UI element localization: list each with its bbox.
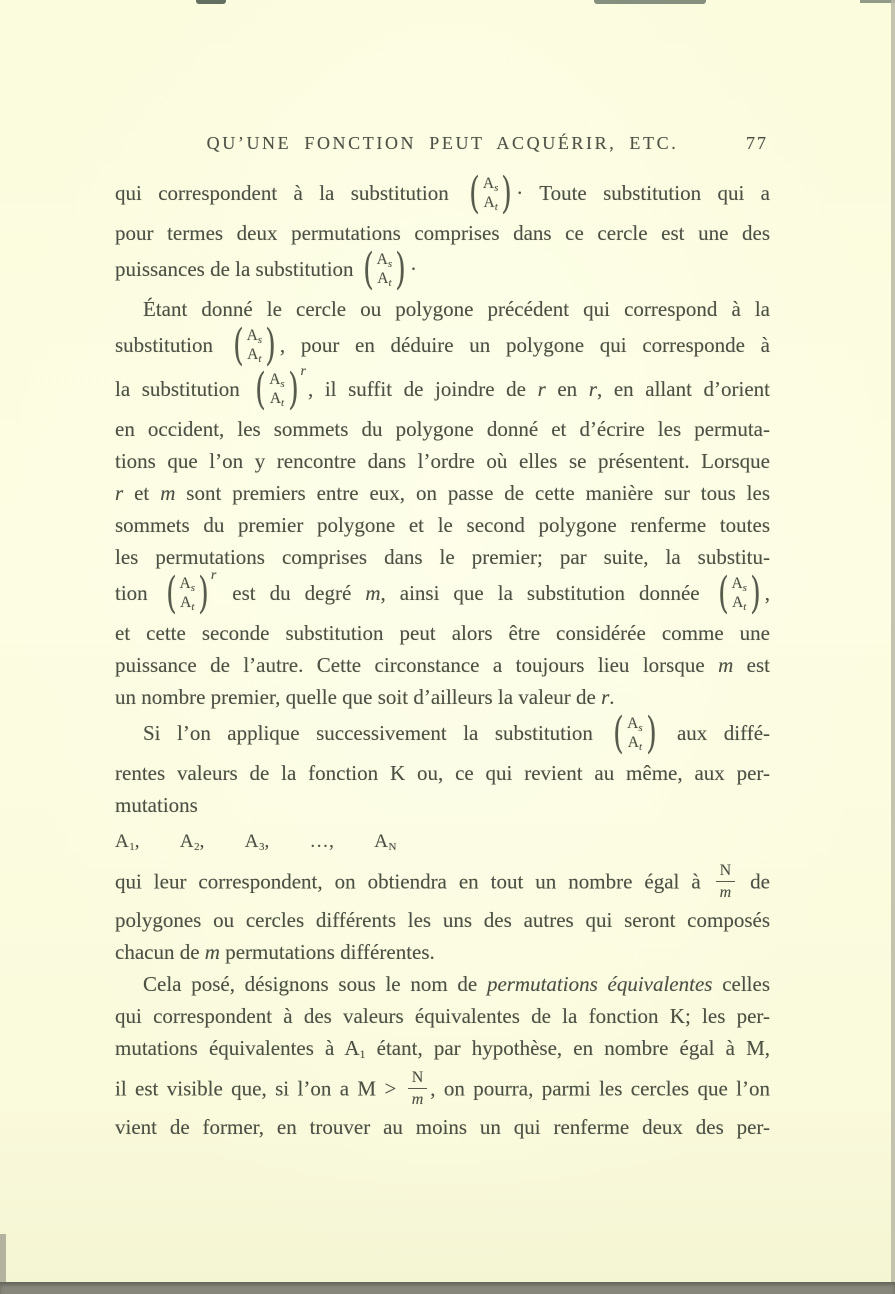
substitution-notation [716, 568, 763, 618]
math-variable: r [115, 481, 124, 505]
substitution-notation [231, 320, 278, 370]
text-line: rentes valeurs de la fonction K ou, ce qui revient au même, aux per- [115, 761, 770, 785]
exponent: r [300, 364, 306, 379]
fraction-numerator: N [716, 861, 736, 882]
left-paren: ( [255, 364, 267, 414]
substitution-stack: $A_s$ $A_t$ [731, 575, 747, 613]
text-line: polygones ou cercles différents les uns des autres qui seront composés [115, 908, 770, 932]
fraction [716, 861, 736, 902]
equation-item: $A_N$ [374, 831, 397, 853]
left-paren: ( [613, 708, 625, 758]
left-paren: ( [362, 244, 374, 294]
equation-item: $A_1$, [115, 831, 140, 853]
text-line: les permutations comprises dans le premier; par suite, la substitu- [115, 545, 770, 569]
scan-edge-bottom [0, 1282, 895, 1294]
text-line: mutations [115, 793, 198, 817]
text-line: un nombre premier, quelle que soit d’ailleurs la valeur de r. [115, 685, 615, 709]
substitution-stack: $A_s$ $A_t$ [627, 715, 643, 753]
text-line: r et m sont premiers entre eux, on passe de cette manière sur tous les [115, 481, 770, 505]
substitution-notation [361, 244, 408, 294]
text-line: tion ( $A_s$ $A_t$ ) r est du degré m, ainsi que la substitution donnée ( $A_s$ $A_t$ ) , [115, 568, 771, 618]
text-line: chacun de m permutations différentes. [115, 940, 435, 964]
left-paren: ( [165, 568, 177, 618]
text-line: Cela posé, désignons sous le nom de permutations équivalentes celles [143, 972, 770, 996]
equation-item: $A_2$, [179, 831, 205, 853]
scan-artifact [860, 0, 895, 3]
left-paren: ( [232, 320, 244, 370]
math-variable: r [537, 376, 546, 401]
text-line: puissances de la substitution ( $A_s$ $A_t$ ) · [115, 244, 417, 294]
right-paren: ) [198, 568, 209, 618]
text-line: vient de former, en trouver au moins un qui renferme deux des per- [115, 1115, 770, 1139]
math-variable: m [718, 653, 734, 677]
math-variable: m [204, 940, 220, 964]
page-number: 77 [746, 133, 768, 153]
text-line: tions que l’on y rencontre dans l’ordre où elles se présentent. Lorsque [115, 449, 770, 473]
scan-edge-left [0, 1234, 6, 1282]
right-paren: ) [750, 568, 761, 618]
math-variable: permutations équivalentes [486, 972, 713, 996]
text-line: sommets du premier polygone et le second polygone renferme toutes [115, 513, 770, 537]
scan-artifact [196, 0, 226, 4]
substitution-stack: $A_s$ $A_t$ [269, 371, 285, 409]
math-variable: m [365, 580, 381, 605]
substitution-stack: $A_s$ $A_t$ [482, 175, 499, 213]
substitution-notation [611, 708, 658, 758]
text-line: pour termes deux permutations comprises dans ce cercle est une des [115, 221, 770, 245]
text-line: en occident, les sommets du polygone donné et d’écrire les permuta- [115, 417, 770, 441]
math-variable: m [160, 481, 176, 505]
equation-line [115, 821, 770, 863]
indexed-permutation: $A_1$ [344, 1036, 366, 1061]
scan-edge-right [891, 0, 895, 1282]
substitution-stack: $A_s$ $A_t$ [376, 251, 393, 289]
text-column [115, 133, 770, 1143]
right-paren: ) [287, 364, 299, 414]
running-header-title: QU’UNE FONCTION PEUT ACQUÉRIR, ETC. [206, 133, 679, 153]
text-line: il est visible que, si l’on a M > $\frac{N}{m}$ , on pourra, parmi les cercles que l’on [115, 1069, 770, 1108]
body-text [115, 168, 771, 1143]
text-line: Si l’on applique successivement la substitution ( $A_s$ $A_t$ ) aux diffé- [143, 708, 771, 758]
text-line: qui correspondent à la substitution ( $A_s$ $A_t$ ) · Toute substitution qui a [115, 168, 770, 218]
substitution-notation [467, 168, 514, 218]
fraction-denominator: m [411, 1091, 424, 1108]
text-line: qui correspondent à des valeurs équivalentes de la fonction K; les per- [115, 1004, 770, 1028]
equation-item: …, [309, 831, 335, 852]
substitution-notation [253, 364, 306, 414]
exponent: r [210, 568, 217, 583]
text-line: mutations équivalentes à $A_1$ étant, par hypothèse, en nombre égal à M, [115, 1036, 770, 1061]
text-line: qui leur correspondent, on obtiendra en tout un nombre égal à $\frac{N}{m}$ de [115, 862, 770, 901]
math-variable: r [588, 376, 597, 401]
left-paren: ( [717, 568, 729, 618]
fraction-numerator: N [408, 1068, 428, 1089]
substitution-stack: $A_s$ $A_t$ [246, 327, 263, 365]
fraction-denominator: m [719, 884, 732, 901]
substitution-stack: $A_s$ $A_t$ [179, 575, 195, 613]
equation-item: $A_3$, [244, 831, 270, 853]
text-line: la substitution ( $A_s$ $A_t$ ) r , il suffit de joindre de r en r, en allant d’orient [115, 364, 770, 414]
math-variable: r [601, 685, 610, 709]
right-paren: ) [265, 320, 276, 370]
left-paren: ( [469, 168, 480, 218]
right-paren: ) [501, 168, 513, 218]
right-paren: ) [395, 244, 406, 294]
text-line: puissance de l’autre. Cette circonstance a toujours lieu lorsque m est [115, 653, 771, 677]
scan-artifact [594, 0, 706, 4]
running-header [115, 133, 770, 161]
text-line: substitution ( $A_s$ $A_t$ ) , pour en déduire un polygone qui corresponde à [115, 320, 770, 370]
substitution-notation [164, 568, 217, 618]
right-paren: ) [645, 708, 657, 758]
text-line: Étant donné le cercle ou polygone précédent qui correspond à la [143, 297, 770, 321]
text-line: et cette seconde substitution peut alors être considérée comme une [115, 621, 770, 645]
fraction [408, 1068, 428, 1109]
